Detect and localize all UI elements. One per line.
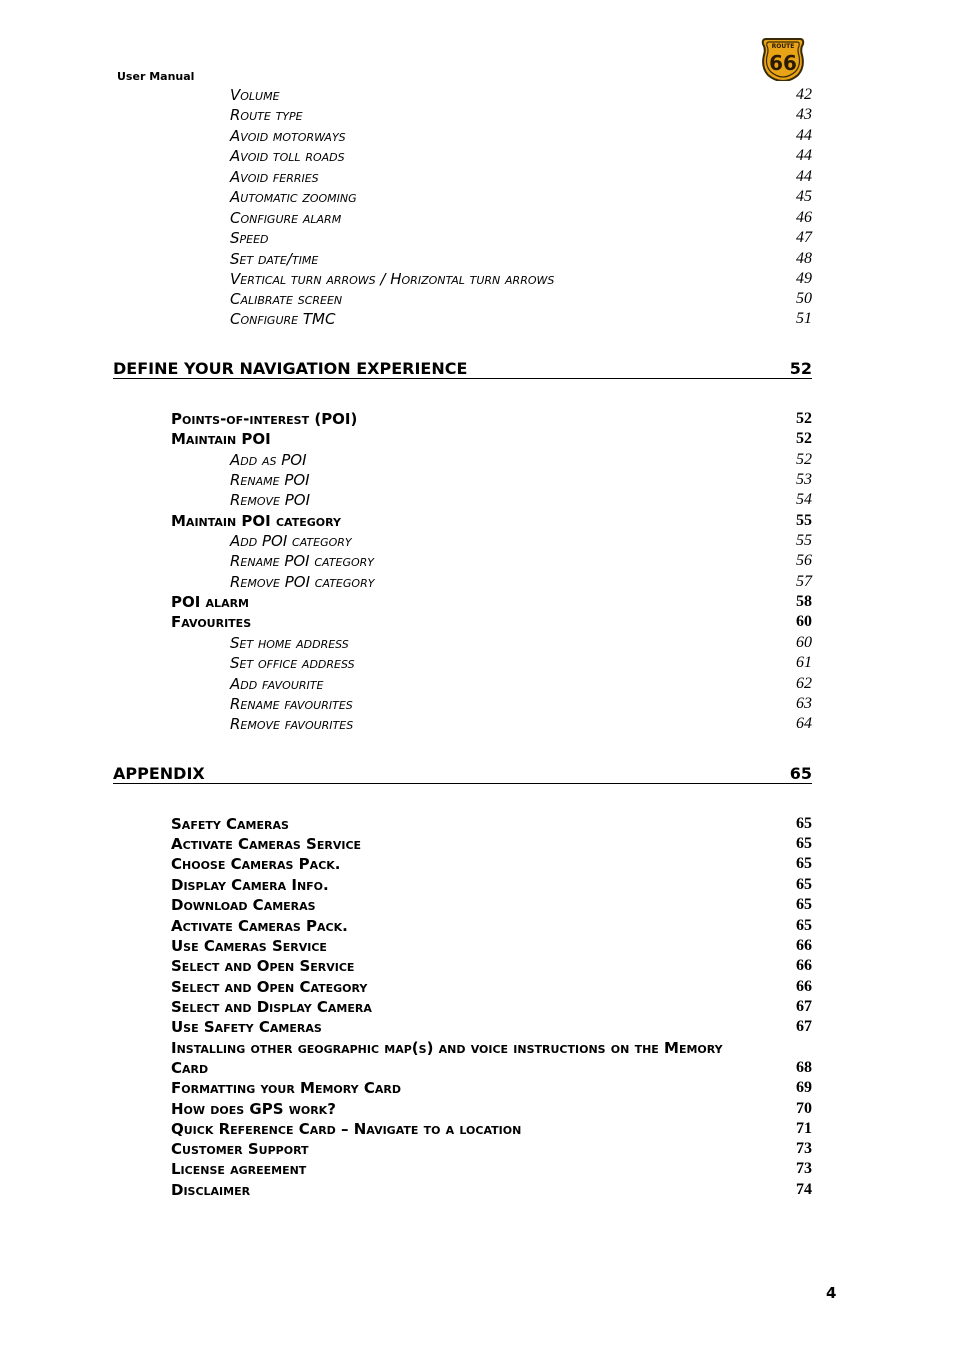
toc-entry-label: Vertical turn arrows / Horizontal turn arrows (230, 270, 555, 288)
toc-entry[interactable] (171, 956, 812, 976)
page-number: 4 (826, 1284, 837, 1302)
toc-entry[interactable] (230, 269, 812, 289)
logo-route-text: ROUTE (771, 43, 795, 50)
toc-entry-page: 65 (796, 815, 812, 832)
toc-entry[interactable] (230, 572, 812, 592)
toc-entry-label: License agreement (171, 1160, 307, 1178)
toc-entry-page: 73 (796, 1140, 812, 1157)
toc-entry-page: 60 (796, 613, 812, 630)
toc-entry-label: Add favourite (230, 675, 324, 693)
toc-entry-page: 44 (796, 127, 812, 144)
toc-entry-label: Choose Cameras Pack. (171, 855, 341, 873)
toc-section-page: 65 (789, 764, 812, 783)
toc-entry-label: Remove POI (230, 491, 311, 509)
toc-section-label: APPENDIX (113, 764, 205, 783)
toc-entry-label: Set office address (230, 654, 355, 672)
toc-entry[interactable] (230, 551, 812, 571)
toc-entry-label: Card (171, 1059, 209, 1077)
toc-entry[interactable] (230, 714, 812, 734)
toc-entry-page: 60 (796, 634, 812, 651)
toc-entry-page: 68 (796, 1059, 812, 1076)
toc-entry-page: 74 (796, 1181, 812, 1198)
toc-entry-label: Maintain POI (171, 430, 271, 448)
toc-section-heading[interactable] (113, 764, 812, 784)
toc-entry-label: Download Cameras (171, 896, 316, 914)
toc-entry-label: Avoid ferries (230, 168, 319, 186)
toc-entry-page: 65 (796, 876, 812, 893)
toc-entry[interactable] (171, 1017, 812, 1037)
toc-entry-page: 45 (796, 188, 812, 205)
toc-entry-label: Select and Display Camera (171, 998, 372, 1016)
toc-entry-page: 47 (796, 229, 812, 246)
toc-entry-page: 52 (796, 430, 812, 447)
toc-entry[interactable] (230, 490, 812, 510)
toc-entry-page: 67 (796, 1018, 812, 1035)
toc-entry-page: 56 (796, 552, 812, 569)
toc-entry-label: Quick Reference Card – Navigate to a location (171, 1120, 522, 1138)
toc-entry-page: 61 (796, 654, 812, 671)
logo-number-text: 66 (769, 51, 797, 75)
toc-entry-label: POI alarm (171, 593, 250, 611)
toc-entry-label: Select and Open Category (171, 978, 368, 996)
toc-entry-page: 54 (796, 491, 812, 508)
toc-entry-page: 52 (796, 451, 812, 468)
toc-entry-page: 62 (796, 675, 812, 692)
toc-entry-page: 64 (796, 715, 812, 732)
toc-entry[interactable] (230, 633, 812, 653)
route66-logo (760, 35, 806, 81)
toc-entry-label: Calibrate screen (230, 290, 343, 308)
toc-entry-page: 48 (796, 250, 812, 267)
toc-entry-page: 73 (796, 1160, 812, 1177)
toc-entry-label: Set home address (230, 634, 349, 652)
toc-entry-label: How does GPS work? (171, 1100, 336, 1118)
toc-entry-page: 49 (796, 270, 812, 287)
toc-entry-page: 51 (796, 310, 812, 327)
toc-entry[interactable] (230, 531, 812, 551)
toc-entry-page: 55 (796, 512, 812, 529)
toc-entry-label: Remove POI category (230, 573, 375, 591)
toc-entry[interactable] (171, 936, 812, 956)
toc-entry[interactable] (171, 1058, 812, 1078)
toc-entry[interactable] (230, 105, 812, 125)
toc-entry[interactable] (171, 1099, 812, 1119)
toc-entry-page: 71 (796, 1120, 812, 1137)
toc-entry-label: Avoid motorways (230, 127, 346, 145)
toc-entry-label: Automatic zooming (230, 188, 357, 206)
toc-entry[interactable] (171, 1119, 812, 1139)
toc-entry-label: Configure alarm (230, 209, 342, 227)
toc-entry[interactable] (171, 429, 812, 449)
toc-entry-label: Customer Support (171, 1140, 309, 1158)
toc-entry-page: 50 (796, 290, 812, 307)
toc-entry[interactable] (230, 694, 812, 714)
toc-entry-page: 67 (796, 998, 812, 1015)
toc-entry[interactable] (230, 126, 812, 146)
toc-entry[interactable] (230, 208, 812, 228)
toc-entry[interactable] (171, 1078, 812, 1098)
toc-section-label: DEFINE YOUR NAVIGATION EXPERIENCE (113, 359, 468, 378)
toc-entry-label: Route type (230, 106, 303, 124)
toc-entry-page: 43 (796, 106, 812, 123)
toc-entry-page: 66 (796, 978, 812, 995)
toc-entry-label: Rename favourites (230, 695, 353, 713)
toc-entry-label: Activate Cameras Pack. (171, 917, 348, 935)
toc-entry[interactable] (171, 592, 812, 612)
toc-entry[interactable] (230, 167, 812, 187)
toc-entry[interactable] (230, 470, 812, 490)
toc-entry[interactable] (171, 1159, 812, 1179)
toc-entry-label: Rename POI (230, 471, 310, 489)
toc-entry-page: 46 (796, 209, 812, 226)
toc-entry[interactable] (171, 895, 812, 915)
toc-entry-label: Remove favourites (230, 715, 354, 733)
toc-entry-page: 63 (796, 695, 812, 712)
toc-entry-label: Add POI category (230, 532, 352, 550)
toc-entry-page: 65 (796, 835, 812, 852)
toc-entry-label: Installing other geographic map(s) and voice instructions on the Memory (171, 1039, 723, 1057)
toc-entry[interactable] (171, 997, 812, 1017)
toc-entry-page: 52 (796, 410, 812, 427)
toc-entry-page: 66 (796, 957, 812, 974)
toc-entry-label: Formatting your Memory Card (171, 1079, 401, 1097)
toc-entry-label: Set date/time (230, 250, 319, 268)
toc-entry-page: 70 (796, 1100, 812, 1117)
toc-entry-page: 57 (796, 573, 812, 590)
toc-entry-label: Use Cameras Service (171, 937, 327, 955)
toc-entry-label: Safety Cameras (171, 815, 289, 833)
toc-entry[interactable] (171, 977, 812, 997)
toc-entry[interactable] (230, 187, 812, 207)
document-header: User Manual (117, 70, 195, 83)
toc-entry[interactable] (171, 1180, 812, 1200)
toc-entry[interactable] (230, 309, 812, 329)
toc-entry-page: 66 (796, 937, 812, 954)
toc-entry[interactable] (171, 814, 812, 834)
toc-entry-label: Activate Cameras Service (171, 835, 362, 853)
toc-entry[interactable] (171, 511, 812, 531)
toc-entry[interactable] (171, 854, 812, 874)
toc-entry-page: 55 (796, 532, 812, 549)
toc-entry-label: Maintain POI category (171, 512, 341, 530)
toc-entry[interactable] (230, 146, 812, 166)
toc-entry[interactable] (171, 916, 812, 936)
toc-entry-label: Disclaimer (171, 1181, 251, 1199)
toc-entry-page: 44 (796, 147, 812, 164)
toc-entry[interactable] (171, 875, 812, 895)
toc-entry[interactable] (230, 249, 812, 269)
toc-entry-label: Speed (230, 229, 269, 247)
toc-entry[interactable] (230, 450, 812, 470)
toc-entry[interactable] (230, 85, 812, 105)
toc-entry-page: 53 (796, 471, 812, 488)
toc-entry[interactable] (230, 289, 812, 309)
toc-entry[interactable] (171, 1038, 812, 1058)
toc-entry-page: 65 (796, 896, 812, 913)
toc-entry-label: Configure TMC (230, 310, 336, 328)
toc-entry-label: Avoid toll roads (230, 147, 345, 165)
toc-entry-page: 42 (796, 86, 812, 103)
toc-entry[interactable] (171, 409, 812, 429)
toc-entry-label: Points-of-interest (POI) (171, 410, 358, 428)
toc-entry[interactable] (230, 674, 812, 694)
toc-entry-page: 69 (796, 1079, 812, 1096)
toc-entry-page: 44 (796, 168, 812, 185)
toc-entry-label: Use Safety Cameras (171, 1018, 322, 1036)
toc-entry-page: 65 (796, 917, 812, 934)
toc-section-page: 52 (789, 359, 812, 378)
toc-entry[interactable] (230, 653, 812, 673)
toc-entry-page: 65 (796, 855, 812, 872)
toc-entry[interactable] (171, 1139, 812, 1159)
toc-entry-label: Rename POI category (230, 552, 374, 570)
toc-entry[interactable] (230, 228, 812, 248)
toc-entry[interactable] (171, 834, 812, 854)
toc-entry-page: 58 (796, 593, 812, 610)
toc-entry-label: Select and Open Service (171, 957, 355, 975)
toc-entry-label: Favourites (171, 613, 252, 631)
toc-entry[interactable] (171, 612, 812, 632)
toc-entry-label: Add as POI (230, 451, 307, 469)
toc-entry-label: Display Camera Info. (171, 876, 329, 894)
toc-section-heading[interactable] (113, 359, 812, 379)
toc-entry-label: Volume (230, 86, 280, 104)
